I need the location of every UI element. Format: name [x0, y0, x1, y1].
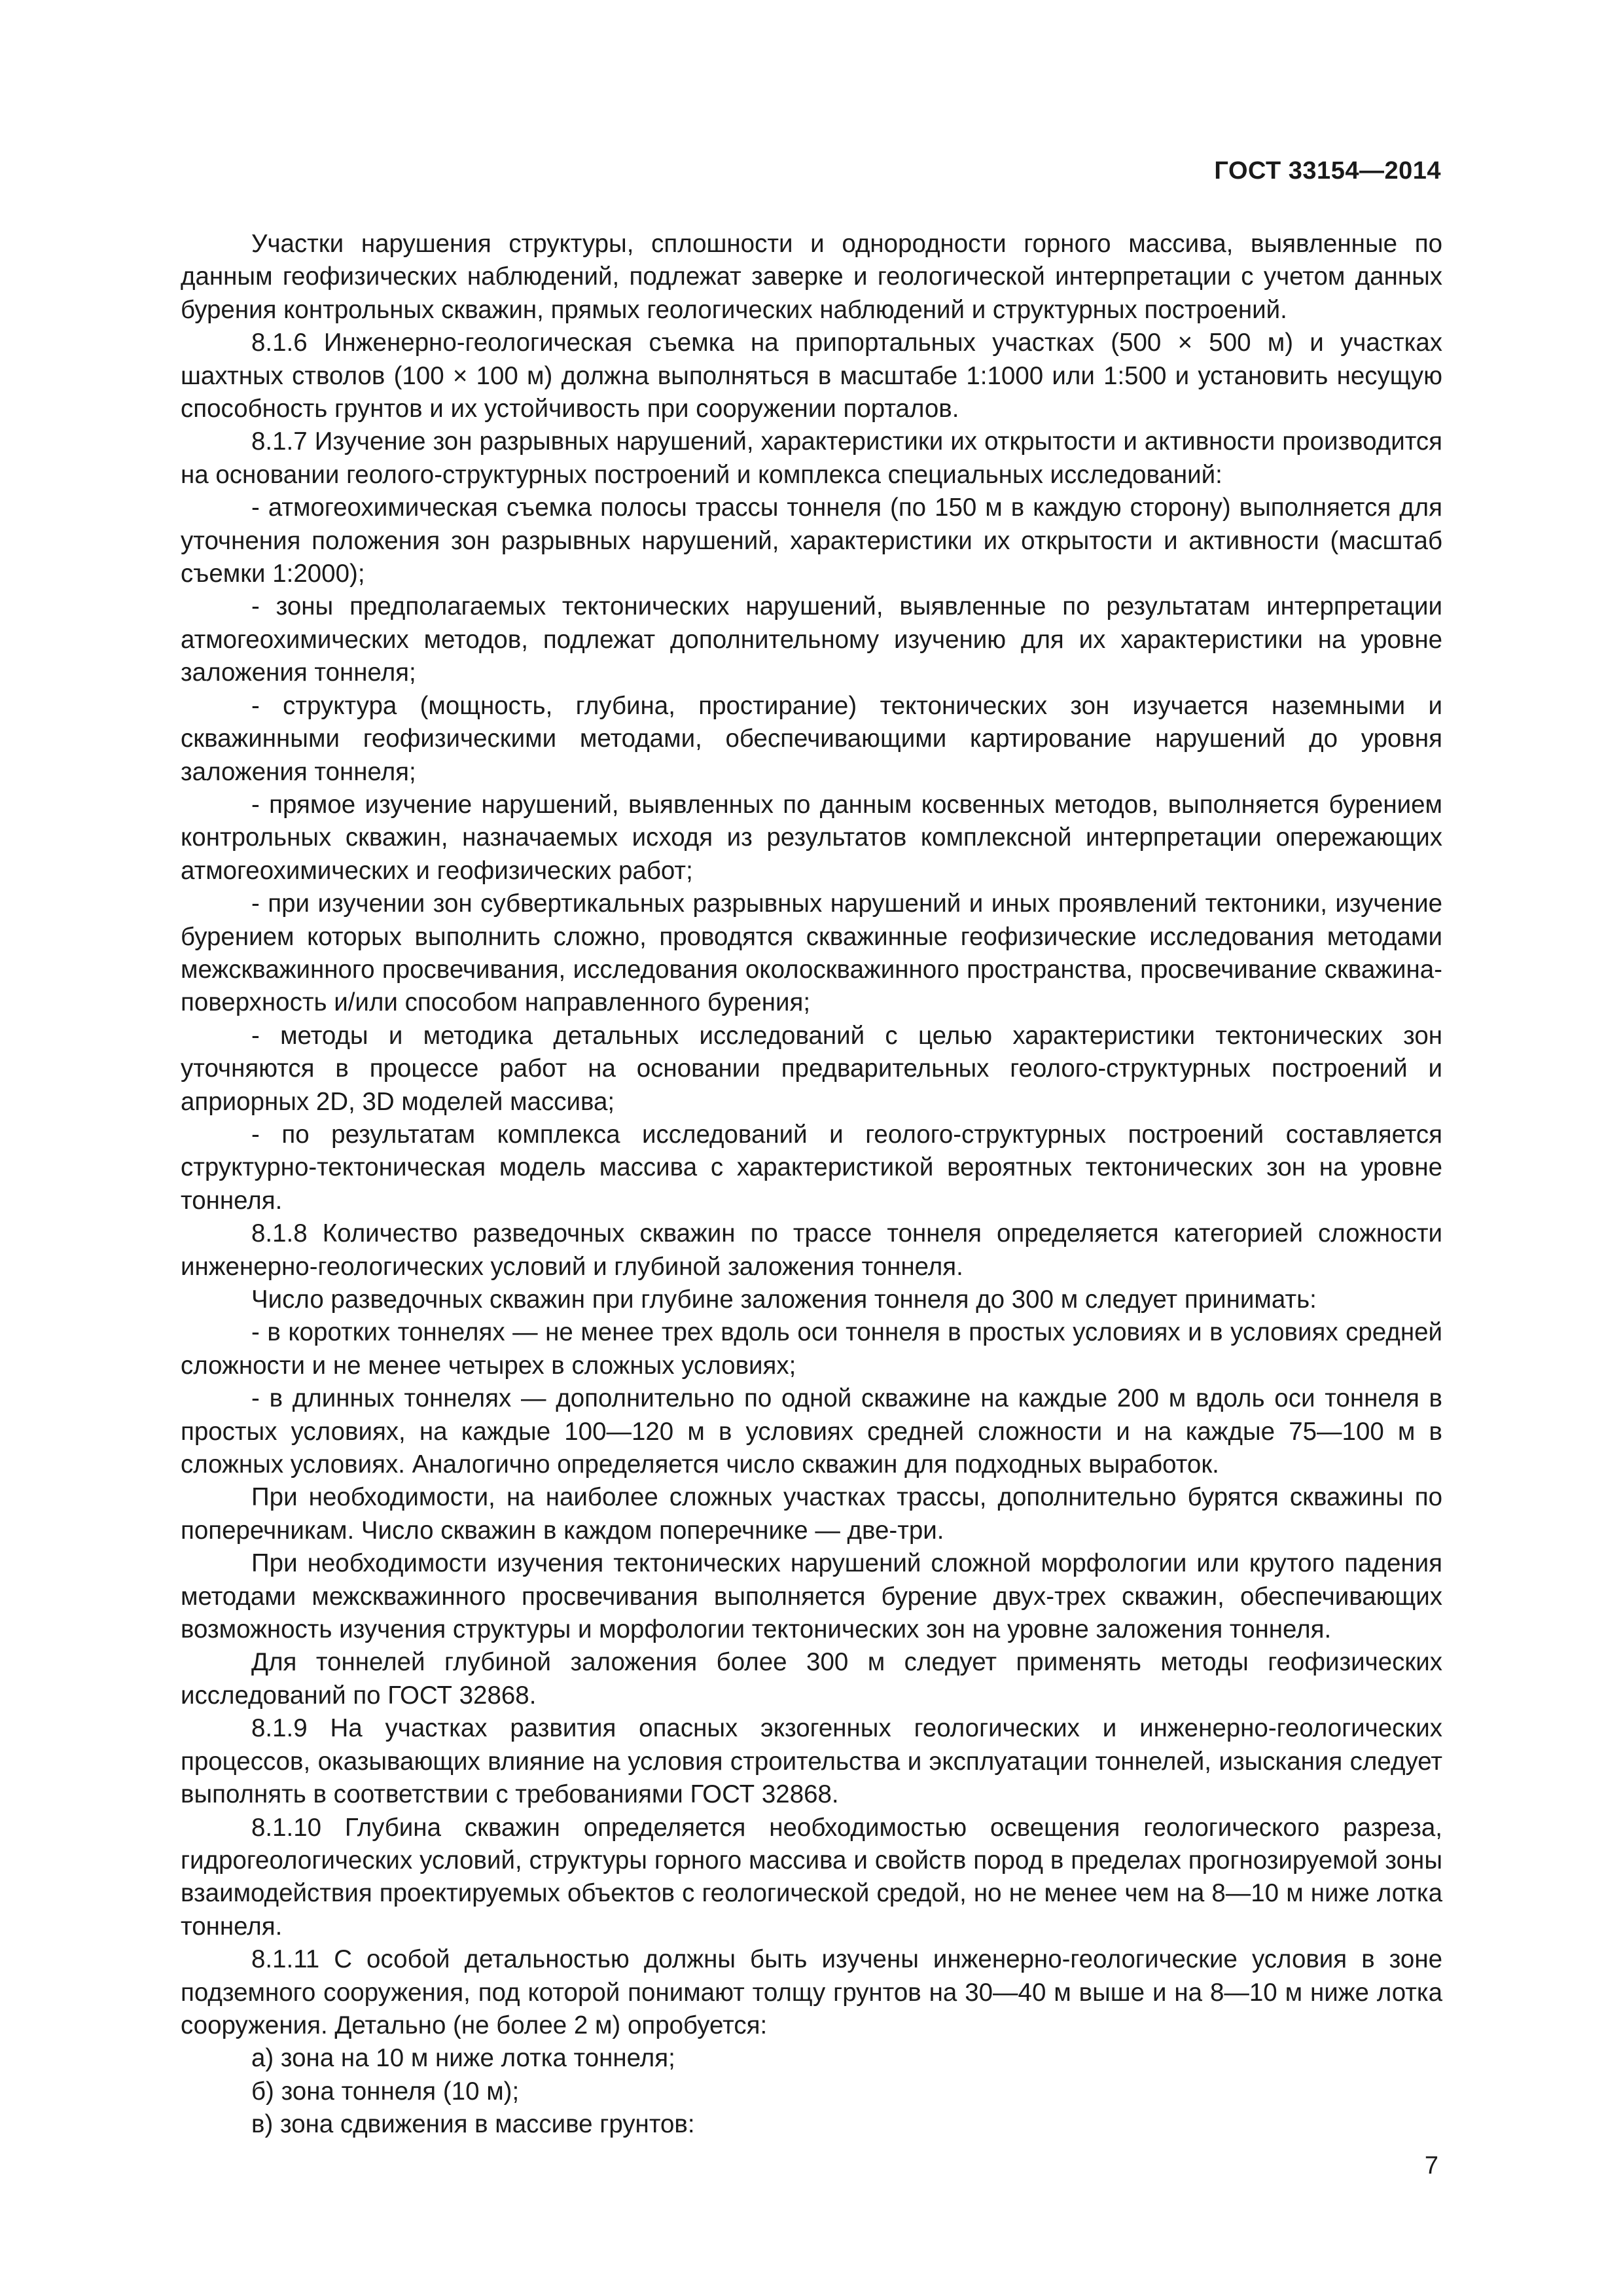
- clause-8-1-6: 8.1.6 Инженерно-геологическая съемка на припортальных участках (500 × 500 м) и участках шахтных стволов (100 × 100 м) должна выполняться в масштабе 1:1000 или 1:500 и установить несущую способность грунтов и их устойчивость при сооружении порталов.: [181, 329, 1442, 423]
- clause-8-1-11: 8.1.11 С особой детальностью должны быть изучены инженерно-геологические условия в зоне подземного сооружения, под которой понимают толщу грунтов на 30—40 м выше и на 8—10 м ниже лотка сооружения. Детально (не более 2 м) опробуется:: [181, 1945, 1442, 2039]
- clause-8-1-8: 8.1.8 Количество разведочных скважин по трассе тоннеля определяется категорией сложности инженерно-геологических условий и глубиной заложения тоннеля.: [181, 1219, 1442, 1281]
- list-item: б) зона тоннеля (10 м);: [251, 2077, 520, 2106]
- page-number: 7: [1424, 2152, 1438, 2179]
- paragraph: Число разведочных скважин при глубине заложения тоннеля до 300 м следует принимать:: [251, 1285, 1317, 1314]
- clause-8-1-9: 8.1.9 На участках развития опасных экзогенных геологических и инженерно-геологических процессов, оказывающих влияние на условия строительства и эксплуатации тоннелей, изыскания следует выполнять в соответствии с требованиями ГОСТ 32868.: [181, 1714, 1442, 1809]
- document-body: [181, 228, 1442, 2142]
- bullet-item: - атмогеохимическая съемка полосы трассы тоннеля (по 150 м в каждую сторону) выполняется для уточнения положения зон разрывных нарушений, характеристики их открытости и активности (масштаб съемки 1:2000);: [181, 493, 1442, 588]
- bullet-item: - зоны предполагаемых тектонических нарушений, выявленные по результатам интерпретации атмогеохимических методов, подлежат дополнительному изучению для их характеристики на уровне заложения тоннеля;: [181, 592, 1442, 687]
- bullet-item: - по результатам комплекса исследований и геолого-структурных построений составляется структурно-тектоническая модель массива с характеристикой вероятных тектонических зон на уровне тоннеля.: [181, 1120, 1442, 1215]
- clause-8-1-10: 8.1.10 Глубина скважин определяется необходимостью освещения геологического разреза, гидрогеологических условий, структуры горного массива и свойств пород в пределах прогнозируемой зоны взаимодействия проектируемых объектов с геологической средой, но не менее чем на 8—10 м ниже лотка тоннеля.: [181, 1813, 1442, 1941]
- bullet-item: - при изучении зон субвертикальных разрывных нарушений и иных проявлений тектоники, изучение бурением которых выполнить сложно, проводятся скважинные геофизические исследования методами межскважинного просвечивания, исследования околоскважинного пространства, просвечивание скважина-поверхность и/или способом направленного бурения;: [181, 889, 1442, 1017]
- paragraph: При необходимости изучения тектонических нарушений сложной морфологии или крутого падения методами межскважинного просвечивания выполняется бурение двух-трех скважин, обеспечивающих возможность изучения структуры и морфологии тектонических зон на уровне заложения тоннеля.: [181, 1549, 1442, 1644]
- bullet-item: - в коротких тоннелях — не менее трех вдоль оси тоннеля в простых условиях и в условиях средней сложности и не менее четырех в сложных условиях;: [181, 1318, 1442, 1380]
- bullet-item: - прямое изучение нарушений, выявленных по данным косвенных методов, выполняется бурением контрольных скважин, назначаемых исходя из результатов комплексной интерпретации опережающих атмогеохимических и геофизических работ;: [181, 790, 1442, 885]
- standard-designation: ГОСТ 33154—2014: [1214, 157, 1441, 185]
- clause-8-1-7: 8.1.7 Изучение зон разрывных нарушений, характеристики их открытости и активности производится на основании геолого-структурных построений и комплекса специальных исследований:: [181, 427, 1442, 489]
- bullet-item: - в длинных тоннелях — дополнительно по одной скважине на каждые 200 м вдоль оси тоннеля в простых условиях, на каждые 100—120 м в условиях средней сложности и на каждые 75—100 м в сложных условиях. Аналогично определяется число скважин для подходных выработок.: [181, 1384, 1442, 1479]
- paragraph: Для тоннелей глубиной заложения более 300 м следует применять методы геофизических исследований по ГОСТ 32868.: [181, 1648, 1442, 1710]
- paragraph: При необходимости, на наиболее сложных участках трассы, дополнительно бурятся скважины по поперечникам. Число скважин в каждом поперечнике — две-три.: [181, 1483, 1442, 1545]
- list-item: в) зона сдвижения в массиве грунтов:: [251, 2110, 695, 2139]
- list-item: а) зона на 10 м ниже лотка тоннеля;: [251, 2044, 675, 2073]
- paragraph: Участки нарушения структуры, сплошности и однородности горного массива, выявленные по данным геофизических наблюдений, подлежат заверке и геологической интерпретации с учетом данных бурения контрольных скважин, прямых геологических наблюдений и структурных построений.: [181, 230, 1442, 324]
- bullet-item: - структура (мощность, глубина, простирание) тектонических зон изучается наземными и скважинными геофизическими методами, обеспечивающими картирование нарушений до уровня заложения тоннеля;: [181, 691, 1442, 786]
- bullet-item: - методы и методика детальных исследований с целью характеристики тектонических зон уточняются в процессе работ на основании предварительных геолого-структурных построений и априорных 2D, 3D моделей массива;: [181, 1021, 1442, 1116]
